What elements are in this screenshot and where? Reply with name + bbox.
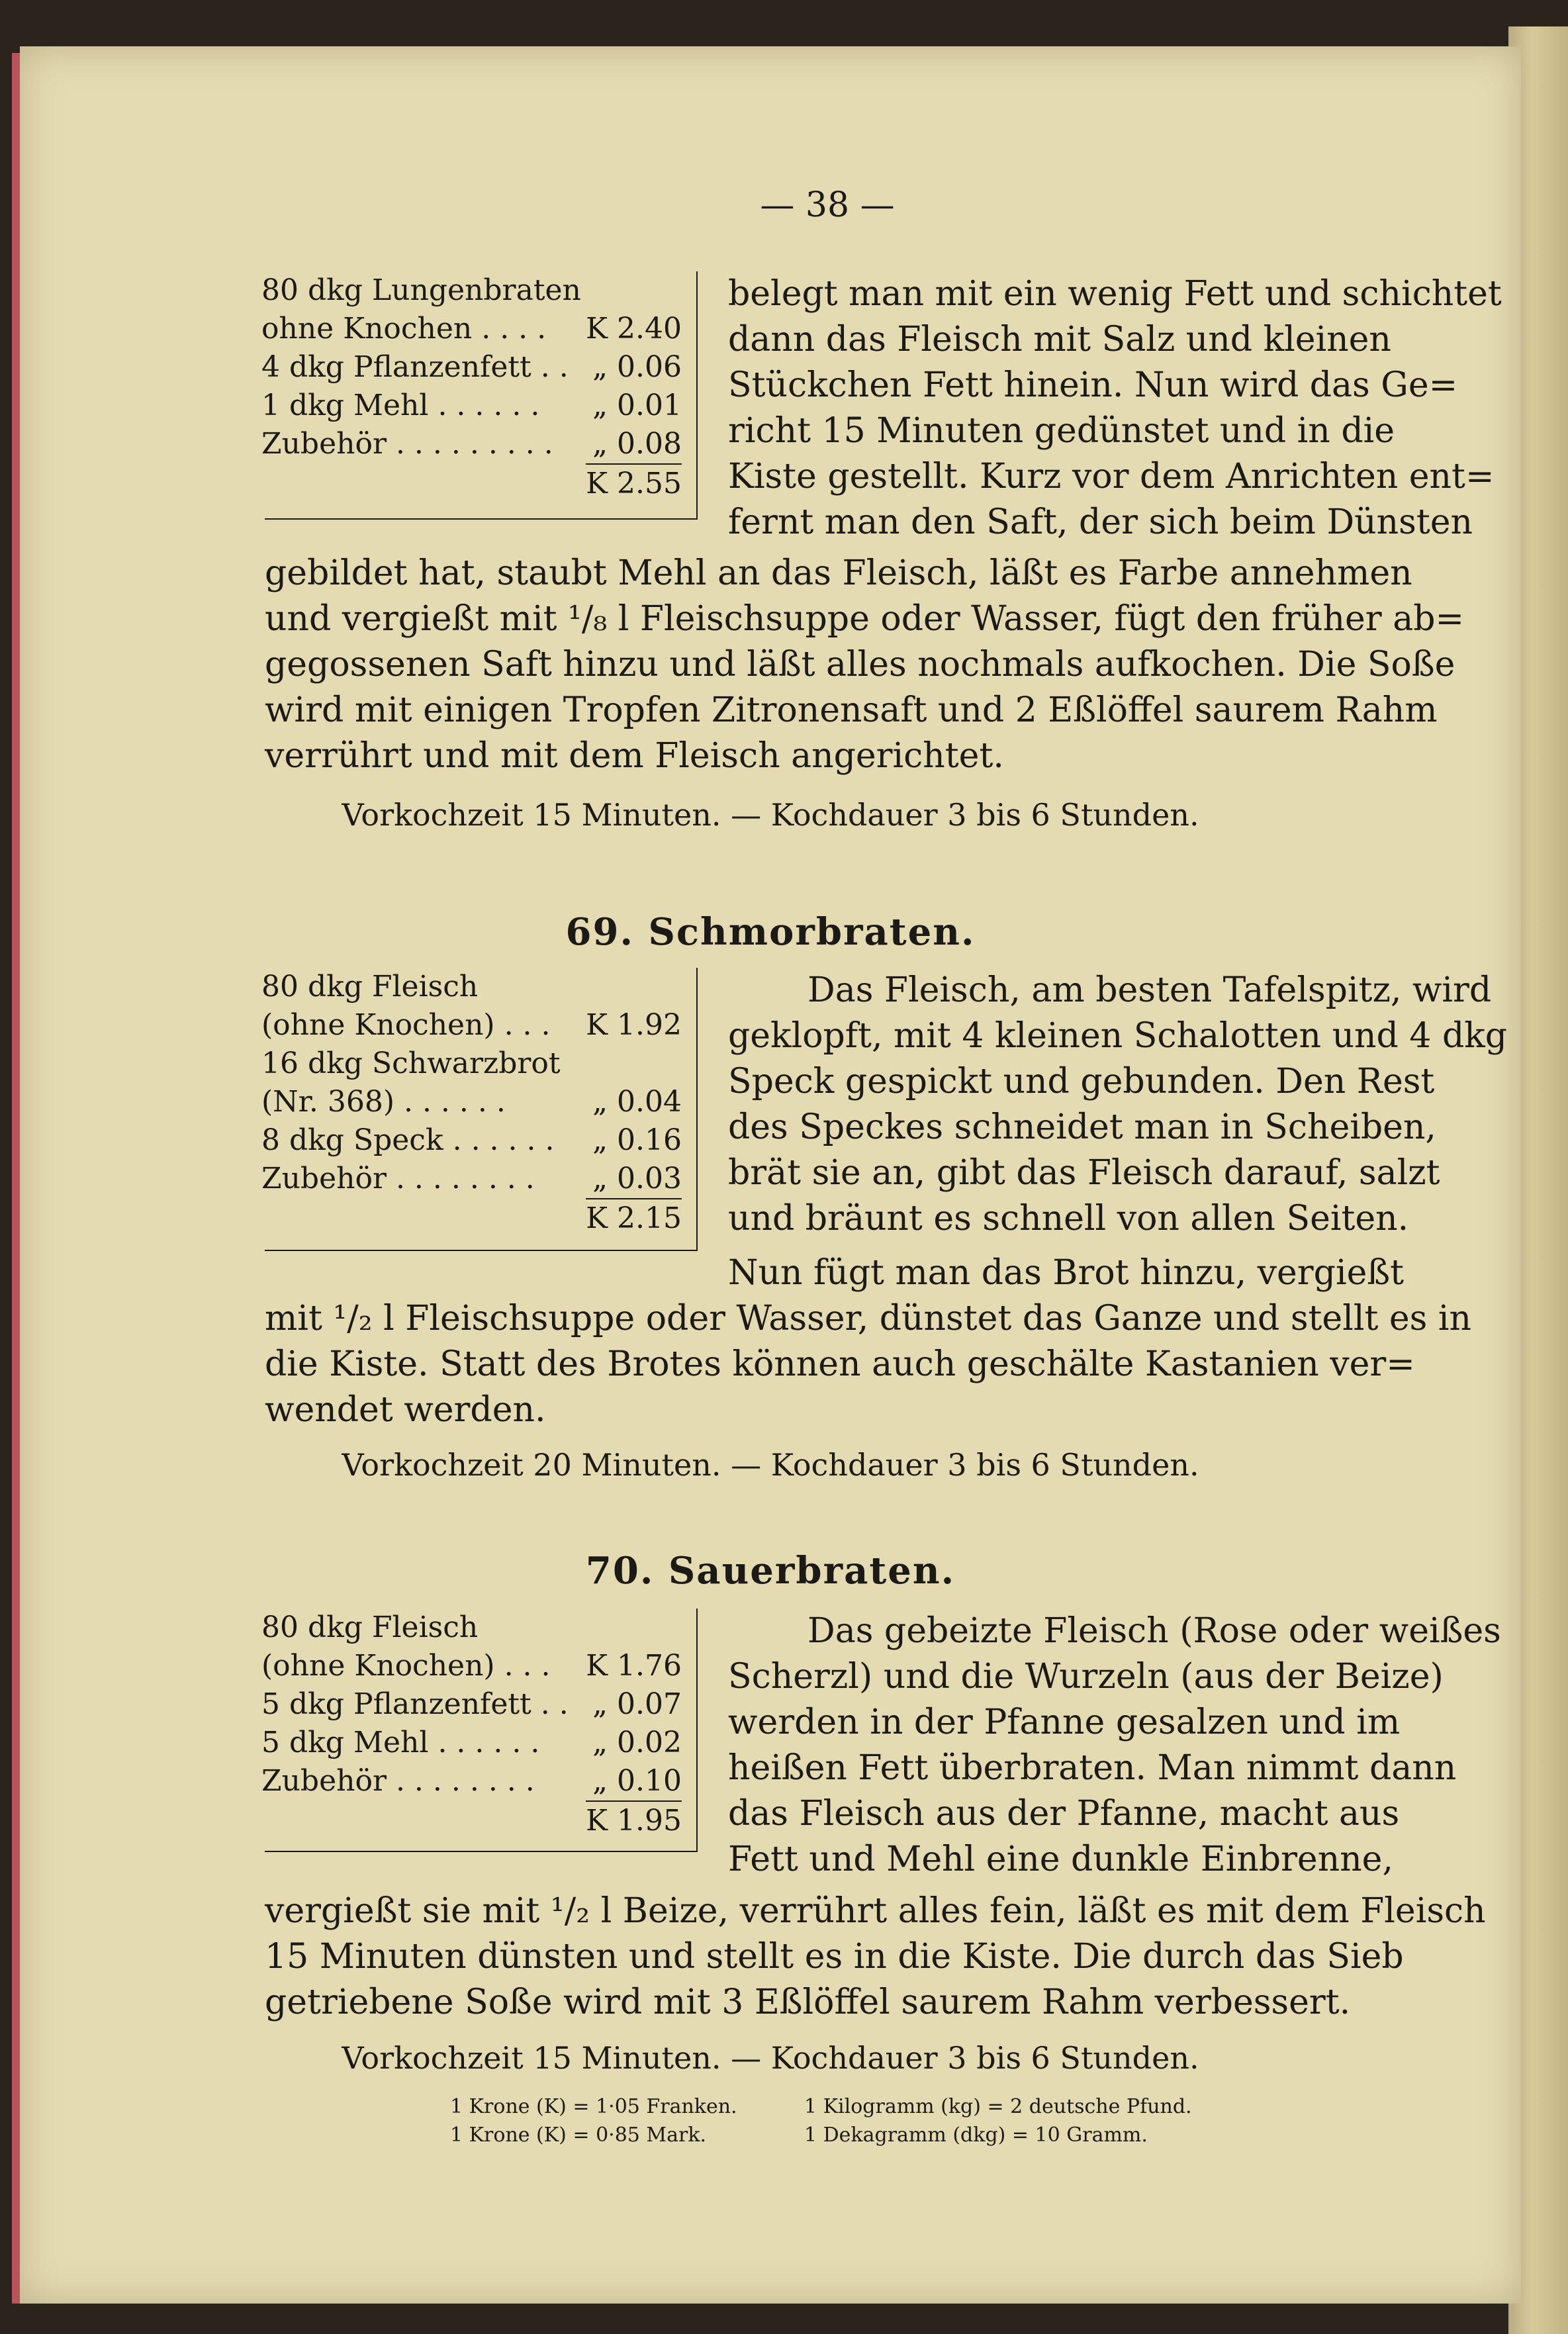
cost-table: [261, 968, 682, 1237]
cost-total-row: [261, 1198, 682, 1237]
cost-row: 16 dkg Schwarzbrot: [261, 1047, 561, 1080]
table-rule: [265, 518, 696, 520]
text-line: dann das Fleisch mit Salz und kleinen: [728, 320, 1391, 359]
text-line: gegossenen Saft hinzu und läßt alles nochmals aufkochen. Die Soße: [265, 645, 1455, 684]
cost-table: [261, 271, 682, 502]
table-divider: [696, 968, 698, 1251]
text-line: Speck gespickt und gebunden. Den Rest: [728, 1062, 1435, 1101]
text-line: brät sie an, gibt das Fleisch darauf, salzt: [728, 1153, 1440, 1193]
cost-row: Zubehör . . . . . . . . „ 0.10: [261, 1764, 682, 1798]
cost-row: Zubehör . . . . . . . . . „ 0.08: [261, 427, 682, 461]
text-line: mit ¹/₂ l Fleischsuppe oder Wasser, dünstet das Ganze und stellt es in: [265, 1299, 1471, 1338]
text-line: werden in der Pfanne gesalzen und im: [728, 1703, 1401, 1742]
table-rule: [265, 1250, 696, 1251]
text-line: das Fleisch aus der Pfanne, macht aus: [728, 1794, 1400, 1834]
text-line: des Speckes schneidet man in Scheiben,: [728, 1107, 1436, 1147]
recipe-title: 69. Schmorbraten.: [565, 910, 976, 954]
text-line: Das Fleisch, am besten Tafelspitz, wird: [807, 970, 1492, 1010]
text-line: fernt man den Saft, der sich beim Dünsten: [728, 502, 1473, 542]
text-line: vergießt sie mit ¹/₂ l Beize, verrührt alles fein, läßt es mit dem Fleisch: [265, 1891, 1486, 1931]
footnote-currency: 1 Krone (K) = 1·05 Franken.: [450, 2095, 737, 2118]
footnote-weight: 1 Dekagramm (dkg) = 10 Gramm.: [804, 2124, 1148, 2147]
cost-total: K 2.55: [586, 463, 682, 503]
text-line: getriebene Soße wird mit 3 Eßlöffel saurem Rahm verbessert.: [265, 1983, 1351, 2022]
cost-row: ohne Knochen . . . . K 2.40: [261, 312, 682, 346]
cooking-times: Vorkochzeit 20 Minuten. — Kochdauer 3 bis 6 Stunden.: [342, 1447, 1199, 1483]
text-line: Stückchen Fett hinein. Nun wird das Ge=: [728, 365, 1458, 405]
table-divider: [696, 1609, 698, 1852]
text-line: wird mit einigen Tropfen Zitronensaft und 2 Eßlöffel saurem Rahm: [265, 690, 1438, 730]
text-line: und vergießt mit ¹/₈ l Fleischsuppe oder Wasser, fügt den früher ab=: [265, 599, 1465, 639]
cost-total-row: [261, 1800, 682, 1839]
text-line: und bräunt es schnell von allen Seiten.: [728, 1199, 1409, 1238]
cost-row: (Nr. 368) . . . . . . „ 0.04: [261, 1085, 682, 1119]
cost-row: 1 dkg Mehl . . . . . . „ 0.01: [261, 389, 682, 422]
text-line: wendet werden.: [265, 1390, 546, 1430]
footnote-currency: 1 Krone (K) = 0·85 Mark.: [450, 2124, 707, 2147]
table-divider: [696, 271, 698, 520]
cost-total: K 2.15: [586, 1198, 682, 1238]
cost-row: 80 dkg Fleisch: [261, 1610, 479, 1644]
text-line: richt 15 Minuten gedünstet und in die: [728, 411, 1395, 451]
text-line: Kiste gestellt. Kurz vor dem Anrichten ent=: [728, 457, 1495, 496]
text-line: Nun fügt man das Brot hinzu, vergießt: [728, 1253, 1404, 1293]
cost-total-row: [261, 463, 682, 502]
cost-row: 80 dkg Lungenbraten: [261, 273, 581, 307]
cost-total: K 1.95: [586, 1800, 682, 1840]
cost-row: (ohne Knochen) . . . K 1.76: [261, 1649, 682, 1683]
table-rule: [265, 1851, 696, 1852]
cost-row: Zubehör . . . . . . . . „ 0.03: [261, 1162, 682, 1195]
cost-row: (ohne Knochen) . . . K 1.92: [261, 1008, 682, 1042]
text-line: heißen Fett überbraten. Man nimmt dann: [728, 1748, 1457, 1788]
cost-row: 8 dkg Speck . . . . . . „ 0.16: [261, 1123, 682, 1157]
cost-row: 5 dkg Pflanzenfett . . „ 0.07: [261, 1687, 682, 1721]
text-line: 15 Minuten dünsten und stellt es in die Kiste. Die durch das Sieb: [265, 1937, 1404, 1977]
cost-row: 5 dkg Mehl . . . . . . „ 0.02: [261, 1726, 682, 1759]
cooking-times: Vorkochzeit 15 Minuten. — Kochdauer 3 bis 6 Stunden.: [342, 797, 1199, 833]
cost-row: 4 dkg Pflanzenfett . . „ 0.06: [261, 350, 682, 384]
footnote-weight: 1 Kilogramm (kg) = 2 deutsche Pfund.: [804, 2095, 1192, 2118]
text-line: gebildet hat, staubt Mehl an das Fleisch, läßt es Farbe annehmen: [265, 553, 1412, 593]
text-line: belegt man mit ein wenig Fett und schichtet: [728, 274, 1502, 314]
cooking-times: Vorkochzeit 15 Minuten. — Kochdauer 3 bis 6 Stunden.: [342, 2040, 1199, 2076]
text-line: Das gebeizte Fleisch (Rose oder weißes: [807, 1611, 1501, 1651]
recipe-title: 70. Sauerbraten.: [585, 1549, 956, 1593]
cost-table: [261, 1609, 682, 1839]
cost-row: 80 dkg Fleisch: [261, 970, 479, 1004]
text-line: Scherzl) und die Wurzeln (aus der Beize): [728, 1657, 1444, 1697]
text-line: verrührt und mit dem Fleisch angerichtet.: [265, 736, 1004, 776]
page-number: — 38 —: [760, 185, 895, 225]
text-line: die Kiste. Statt des Brotes können auch geschälte Kastanien ver=: [265, 1344, 1415, 1384]
text-line: Fett und Mehl eine dunkle Einbrenne,: [728, 1840, 1393, 1879]
text-line: geklopft, mit 4 kleinen Schalotten und 4 dkg: [728, 1016, 1508, 1056]
